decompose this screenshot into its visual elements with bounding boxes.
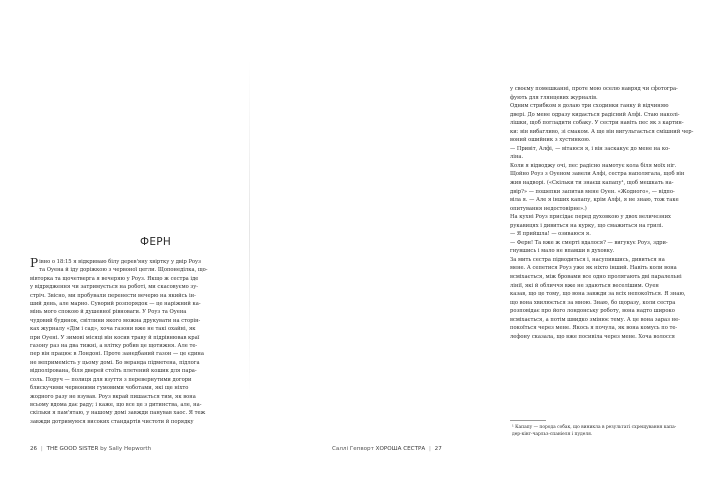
- text-line: не вепримемість у цьому домі. Бо веранда підметена, підлога: [30, 359, 200, 366]
- footnote: [512, 425, 717, 438]
- folio-author-left: by Sally Hepworth: [100, 446, 152, 452]
- text-line: двір?» — пошепки запитав мене Оуен. «Жодного», — відпо-: [510, 188, 675, 195]
- text-line: лефону сказала, що вже посивіла через мене. Хоча волосся: [510, 333, 675, 340]
- text-line: та Оуена й іду доріжкою з червоної цегли. Щопонеділка, що-: [39, 267, 208, 274]
- text-line: мінь мого спокою й душевної рівноваги. У Роуз та Оуена: [30, 309, 187, 316]
- text-line: На кухні Роуз присідає перед духовкою у двох величезних: [510, 214, 671, 221]
- page-number-left: 26: [30, 446, 38, 452]
- text-line: соль. Поруч — полиця для взуття з перевернутими догори: [30, 376, 192, 383]
- text-line: покоїться через мене. Якось я почула, як вона комусь по те-: [510, 325, 678, 332]
- folio-book-title-left: THE GOOD SISTER: [46, 446, 99, 452]
- text-line: воний ошийник з хустинкою.: [510, 137, 591, 144]
- footnote-rule: [510, 420, 546, 421]
- text-line: За мить сестра підводиться і, насупившись, дивиться на: [510, 256, 665, 263]
- text-line: мене. А сепетися Роуз уже як ніхто інший. Навіть коли вона: [510, 265, 677, 272]
- text-line: завжди дотримуюся високих стандартів чистоти й порядку: [30, 418, 194, 425]
- text-line: жодного разу не взував. Роуз вкрай пишається тим, як вона: [30, 393, 196, 400]
- text-line: — Я прийшла! — озиваюся я.: [510, 231, 591, 238]
- left-page-body: [30, 258, 240, 426]
- text-line: рукавицях і дивиться на курку, що смажиться на грилі.: [510, 222, 664, 229]
- left-folio: [30, 446, 151, 452]
- text-line: що вона хвилюється за мною. Знаю, бо щоразу, коли сестра: [510, 299, 676, 306]
- folio-separator: |: [428, 446, 431, 452]
- text-line: всміхається, між бровами все одно пролягають дві паралельні: [510, 274, 682, 281]
- text-line: при Оуені. У зимові місяці він косив траву й підрівнював краї: [30, 334, 200, 341]
- text-line: блискучими червоними гумовими чоботами, які ще ніхто: [30, 385, 189, 392]
- text-line: — Ферн! Та вже ж смерті вдалося? — вигукує Роуз, здри-: [510, 239, 668, 246]
- text-line: лінії, які й обличчя вже не здаються веселішим. Оуен: [510, 282, 659, 289]
- folio-book-title-right: ХОРОША СЕСТРА: [375, 446, 426, 452]
- text-line: опитування недостовірне».): [510, 205, 587, 212]
- text-line: гнувшись і мало не впавши в духовку.: [510, 248, 615, 255]
- right-page-text: [510, 85, 718, 341]
- text-line: стріч. Звісно, ми пробували перенести вечерю на якийсь ін-: [30, 292, 196, 299]
- text-line: жив надворі. («Скільки ти знаєш капапу¹, щоб мешкать на-: [510, 180, 674, 187]
- text-line: ший день, але марно. Суворий розпорядок — це наріжний ка-: [30, 301, 201, 308]
- right-page: [250, 0, 694, 500]
- text-line: казав, що це тому, що вона завжди за всіх непокоїться. Я знаю,: [510, 291, 686, 298]
- folio-separator: |: [40, 446, 43, 452]
- text-line: Коли я відводжу очі, пес радісно намотує кола біля моїх ніг.: [510, 162, 677, 169]
- text-line: скільки я пам'ятаю, у нашому домі завжди панував хаос. Я теж: [30, 410, 206, 417]
- drop-cap: Р: [30, 256, 39, 270]
- text-line: ліна.: [510, 154, 524, 161]
- text-line: розповідає про його лондонську роботу, вона надто широко: [510, 308, 675, 315]
- chapter-title: ФЕРН: [140, 236, 172, 248]
- left-page-text: [30, 258, 240, 426]
- text-line: лішки, щоб погладити собаку. У сестри навіть пес як з картин-: [510, 120, 684, 127]
- text-line: Щойно Роуз з Оуеном завели Алфі, сестра наполягала, щоб він: [510, 171, 685, 178]
- text-line: вівторка та щочетверга я вечеряю у Роуз. Якщо ж сестра іде: [30, 275, 199, 282]
- text-line: ¹ Капапу — порода собак, що виникла в результаті схрещування капа-: [512, 425, 677, 430]
- text-line: всміхається, а потім швидко змінює тему. А це вона зараз не-: [510, 316, 680, 323]
- text-line: ках журналу «Дім і сад», хоча газони вже не такі охайні, як: [30, 326, 196, 333]
- right-folio: [332, 446, 442, 452]
- text-line: відполірована, біля дверей стоїть плетений кошик для пара-: [30, 368, 197, 375]
- text-line: — Привіт, Алфі, — вітаюся я, і він заскакує до мене на ко-: [510, 145, 670, 152]
- text-line: фують для глянцевих журналів.: [510, 94, 598, 101]
- folio-author-right: Саллі Гепворт: [332, 446, 374, 452]
- text-line: івно о 18:15 я відкриваю білу дерев'яну хвіртку у двір Роуз: [39, 259, 201, 265]
- text-line: пер він працює в Лондоні. Проте занедбаний газон — це єдина: [30, 351, 204, 358]
- text-line: у своєму помешканні, проте мою оселю навряд чи сфотогра-: [510, 86, 678, 92]
- text-line: двері. До мене одразу кидається радісний Алфі. Стаю наколі-: [510, 111, 680, 118]
- text-line: віла я. — Але я інших капапу, крім Алфі, я не знаю, тож таке: [510, 197, 679, 204]
- left-page: [0, 0, 250, 500]
- text-line: Одним стрибком я долаю три сходинки ганку й відчиняю: [510, 103, 669, 110]
- text-line: ки: він вибагливо, зі смаком. А ще він вигульгається смішний чер-: [510, 128, 694, 135]
- text-line: чудовий будинок, світлини якого можна друкувати на сторін-: [30, 317, 201, 324]
- page-number-right: 27: [434, 446, 442, 452]
- text-line: дер-кінг-чарльз-спаніеля і пуделя.: [512, 431, 593, 437]
- text-line: у відрядження чи затримується на роботі, ми скасовуємо зу-: [30, 284, 199, 291]
- text-line: газону раз на два тижні, а влітку робив це щотижня. Але те-: [30, 343, 198, 350]
- text-line: всьому вдома дає раду; і каже, що все це з дитинства, але, на-: [30, 401, 202, 408]
